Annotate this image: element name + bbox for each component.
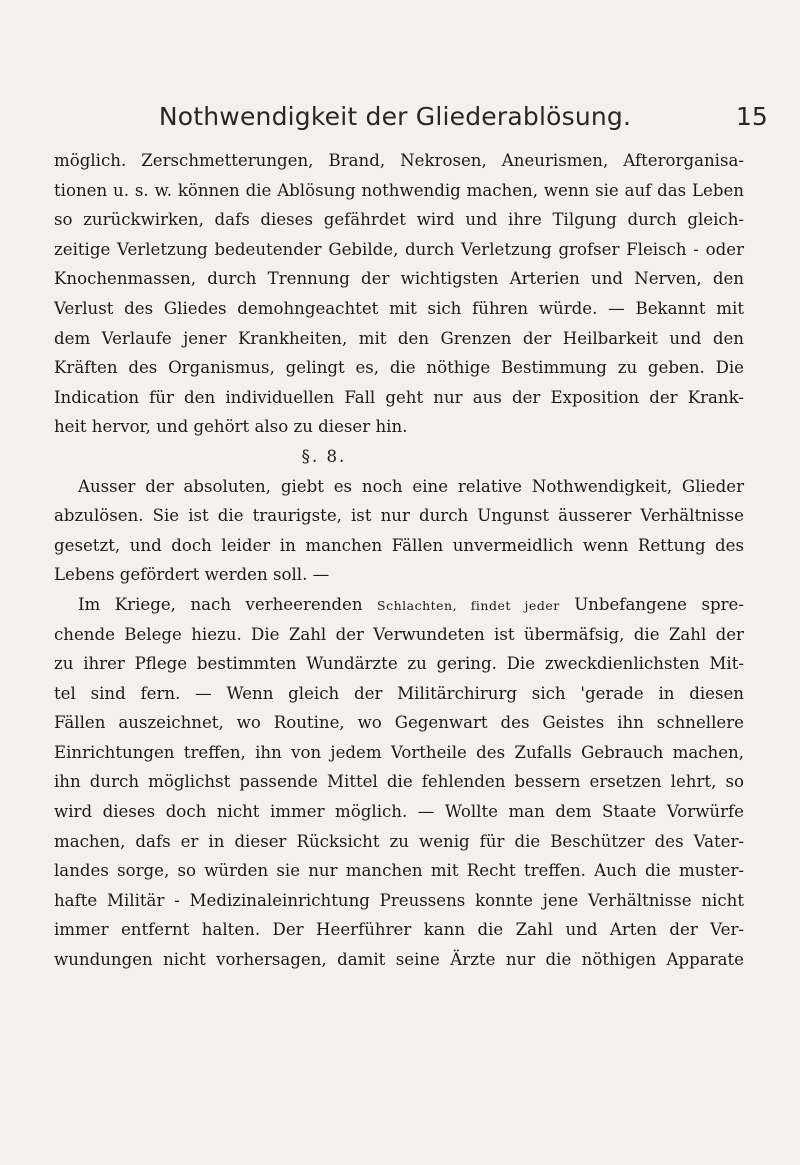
text-line: wird dieses doch nicht immer möglich. — Wollte man dem Staate Vorwürfe (54, 802, 744, 822)
text-line: immer entfernt halten. Der Heerführer kann die Zahl und Arten der Ver- (54, 920, 744, 940)
text-line: hafte Militär - Medizinaleinrichtung Preussens konnte jene Verhältnisse nicht (54, 890, 744, 910)
section-heading: §. 8. (301, 446, 347, 466)
text-line: möglich. Zerschmetterungen, Brand, Nekrosen, Aneurismen, Afterorganisa- (54, 151, 744, 170)
body-text (54, 146, 744, 975)
page-number: 15 (736, 102, 768, 131)
text-line: Verlust des Gliedes demohngeachtet mit sich führen würde. — Bekannt mit (54, 298, 744, 318)
text-line: wundungen nicht vorhersagen, damit seine Ärzte nur die nöthigen Apparate (54, 950, 744, 970)
text-run: Unbefangene spre- (559, 594, 744, 614)
text-line: chende Belege hiezu. Die Zahl der Verwundeten ist übermäfsig, die Zahl der (54, 624, 744, 644)
text-line: abzulösen. Sie ist die traurigste, ist nur durch Ungunst äusserer Verhältnisse (54, 506, 744, 526)
text-line: tionen u. s. w. können die Ablösung nothwendig machen, wenn sie auf das Leben (54, 180, 744, 200)
text-line: Kräften des Organismus, gelingt es, die nöthige Bestimmung zu geben. Die (54, 358, 744, 378)
text-line: Einrichtungen treffen, ihn von jedem Vortheile des Zufalls Gebrauch machen, (54, 742, 744, 762)
small-type-run: Schlachten, findet jeder (377, 597, 560, 613)
text-line: Ausser der absoluten, giebt es noch eine relative Nothwendigkeit, Glieder (78, 476, 744, 496)
text-line: dem Verlaufe jener Krankheiten, mit den Grenzen der Heilbarkeit und den (54, 328, 744, 348)
text-line: landes sorge, so würden sie nur manchen mit Recht treffen. Auch die muster- (54, 861, 744, 881)
text-run: Im Kriege, nach verheerenden (78, 594, 378, 614)
text-line: tel sind fern. — Wenn gleich der Militärchirurg sich 'gerade in diesen (54, 683, 744, 703)
text-line: Knochenmassen, durch Trennung der wichtigsten Arterien und Nerven, den (54, 269, 744, 289)
text-line: Indication für den individuellen Fall geht nur aus der Exposition der Krank- (54, 387, 744, 407)
running-title: Nothwendigkeit der Gliederablösung. (158, 102, 632, 131)
page-header (0, 102, 800, 142)
text-line (54, 590, 744, 620)
text-line: gesetzt, und doch leider in manchen Fällen unvermeidlich wenn Rettung des (54, 535, 744, 555)
text-line: ihn durch möglichst passende Mittel die fehlenden bessern ersetzen lehrt, so (54, 772, 744, 792)
text-line: machen, dafs er in dieser Rücksicht zu wenig für die Beschützer des Vater- (54, 831, 744, 851)
text-line: zu ihrer Pflege bestimmten Wundärzte zu gering. Die zweckdienlichsten Mit- (54, 654, 744, 674)
text-line: heit hervor, und gehört also zu dieser hin. (54, 417, 408, 437)
text-line: so zurückwirken, dafs dieses gefährdet wird und ihre Tilgung durch gleich- (54, 210, 744, 230)
text-line: Lebens gefördert werden soll. — (54, 565, 330, 585)
text-line: zeitige Verletzung bedeutender Gebilde, durch Verletzung grofser Fleisch - oder (54, 239, 744, 259)
text-line: Fällen auszeichnet, wo Routine, wo Gegenwart des Geistes ihn schnellere (54, 713, 744, 733)
